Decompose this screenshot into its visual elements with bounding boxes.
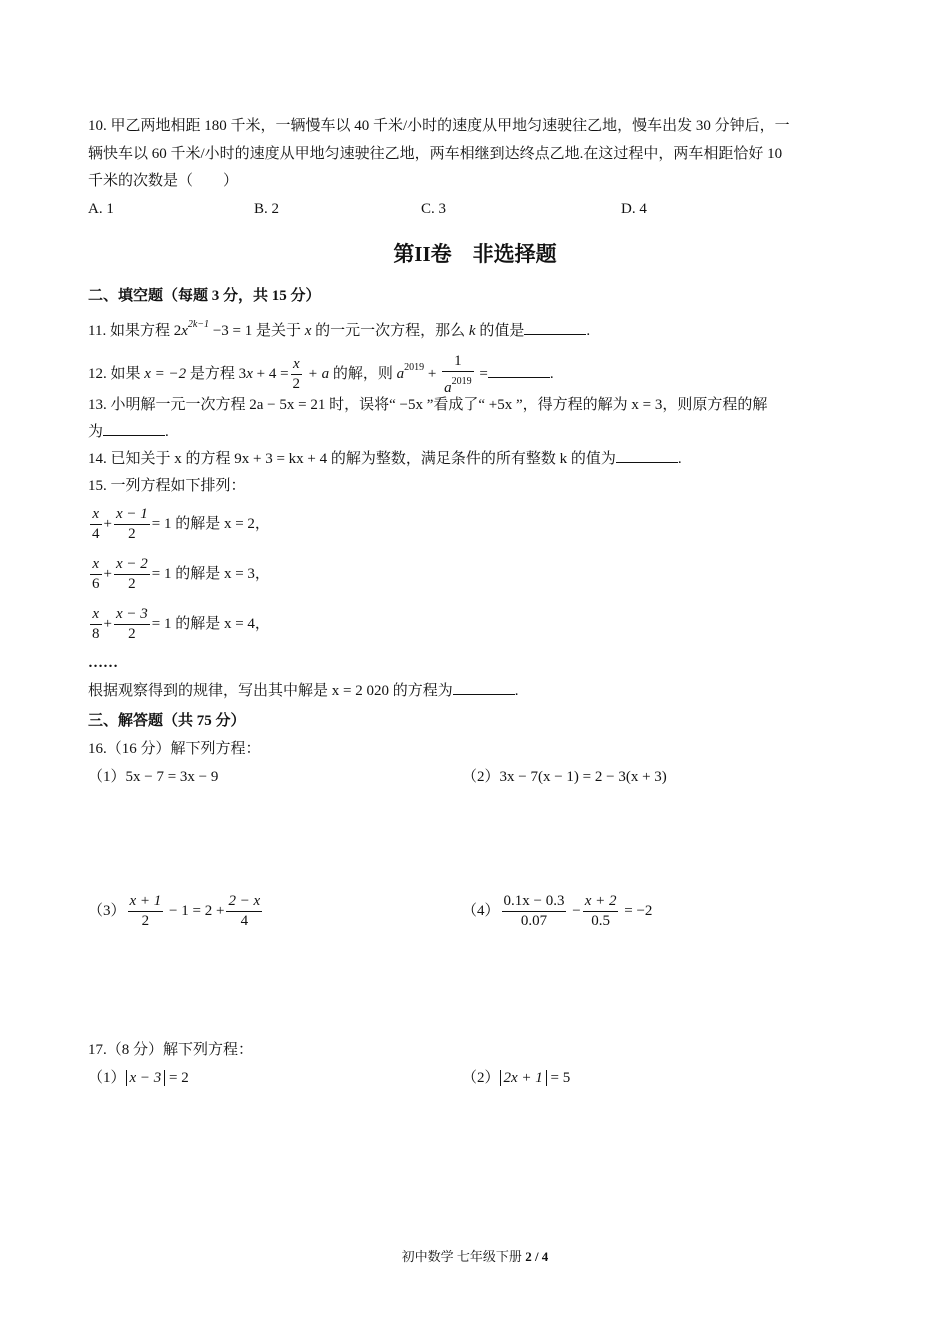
q16-part1: （1）5x − 7 = 3x − 9 bbox=[88, 769, 219, 785]
q12-fraction-x-over-2: $\frac{x}{2}$ bbox=[292, 356, 301, 393]
q15-title: 15. 一列方程如下排列： bbox=[88, 478, 246, 494]
q13-line1: 13. 小明解一元一次方程 2a − 5x = 21 时，误将“ −5x ”看成了“ +5x ”，得方程的解为 x = 3，则原方程的解 bbox=[88, 397, 768, 413]
q17-part1: （1） x − 3 = 2 bbox=[88, 1070, 189, 1086]
q16-part2: （2）3x − 7(x − 1) = 2 − 3(x + 3) bbox=[462, 769, 667, 785]
q13-line2: 为 . bbox=[88, 421, 169, 443]
q14-answer-blank bbox=[616, 448, 678, 463]
q15-row-2: $\frac{x}{6}$ + $\frac{x - 2}{2}$ = 1 的解是 x = 3， bbox=[92, 556, 270, 593]
q12-answer-blank bbox=[488, 363, 550, 378]
q16-title: 16.（16 分）解下列方程： bbox=[88, 741, 261, 757]
part2-title: 第II卷 非选择题 bbox=[393, 242, 557, 266]
q10-option-c: C. 3 bbox=[421, 201, 447, 217]
q16-part4: （4） $\frac{0.1x - 0.3}{0.07}$ − $\frac{x + 2}{0.5}$ = −2 bbox=[462, 893, 653, 930]
q10-line2: 辆快车以 60 千米/小时的速度从甲地匀速驶往乙地，两车相继到达终点乙地.在这过程中，两车相距恰好 10 bbox=[88, 146, 783, 162]
q14: 14. 已知关于 x 的方程 9x + 3 = kx + 4 的解为整数，满足条件的所有整数 k 的值为 . bbox=[88, 448, 682, 470]
q10-option-a: A. 1 bbox=[88, 201, 114, 217]
q10-option-d: D. 4 bbox=[621, 201, 647, 217]
q12-fraction-reciprocal: $\frac{1}{a^{2019}}$ bbox=[444, 352, 472, 396]
q10-option-b: B. 2 bbox=[254, 201, 280, 217]
q15-ellipsis: …… bbox=[88, 655, 118, 671]
q17-part2: （2） 2x + 1 = 5 bbox=[462, 1070, 571, 1086]
q12: 12. 如果 x = −2 是方程 3x + 4 = $\frac{x}{2}$ + a 的解，则 $a^{2019}$ + $\frac{1}{a^{2019}}$ = . bbox=[88, 352, 554, 396]
page-number: 2 / 4 bbox=[525, 1249, 549, 1264]
page-footer: 初中数学 七年级下册 2 / 4 bbox=[401, 1249, 549, 1264]
q15-row-3: $\frac{x}{8}$ + $\frac{x - 3}{2}$ = 1 的解是 x = 4， bbox=[92, 606, 270, 643]
q15-answer-blank bbox=[453, 680, 515, 695]
q10-line1: 10. 甲乙两地相距 180 千米，一辆慢车以 40 千米/小时的速度从甲地匀速驶往乙地，慢车出发 30 分钟后，一 bbox=[88, 118, 790, 134]
q17-title: 17.（8 分）解下列方程： bbox=[88, 1042, 254, 1058]
q10-line3: 千米的次数是（ ） bbox=[88, 173, 239, 189]
q13-answer-blank bbox=[103, 421, 165, 436]
q11-answer-blank bbox=[524, 320, 586, 335]
section3-heading: 三、解答题（共 75 分） bbox=[88, 713, 246, 729]
q15-row-1: $\frac{x}{4}$ + $\frac{x - 1}{2}$ = 1 的解是 x = 2， bbox=[92, 506, 270, 543]
section2-heading: 二、填空题（每题 3 分，共 15 分） bbox=[88, 288, 321, 304]
q15-conclusion: 根据观察得到的规律，写出其中解是 x = 2 020 的方程为 . bbox=[88, 680, 518, 702]
q11: 11. 如果方程 $2x^{2k-1} -3 = 1$ 是关于 x 的一元一次方程，那么 k 的值是 . bbox=[88, 319, 591, 339]
q16-part3: （3） $\frac{x + 1}{2}$ − 1 = 2 + $\frac{2 - x}{4}$ bbox=[88, 893, 261, 930]
